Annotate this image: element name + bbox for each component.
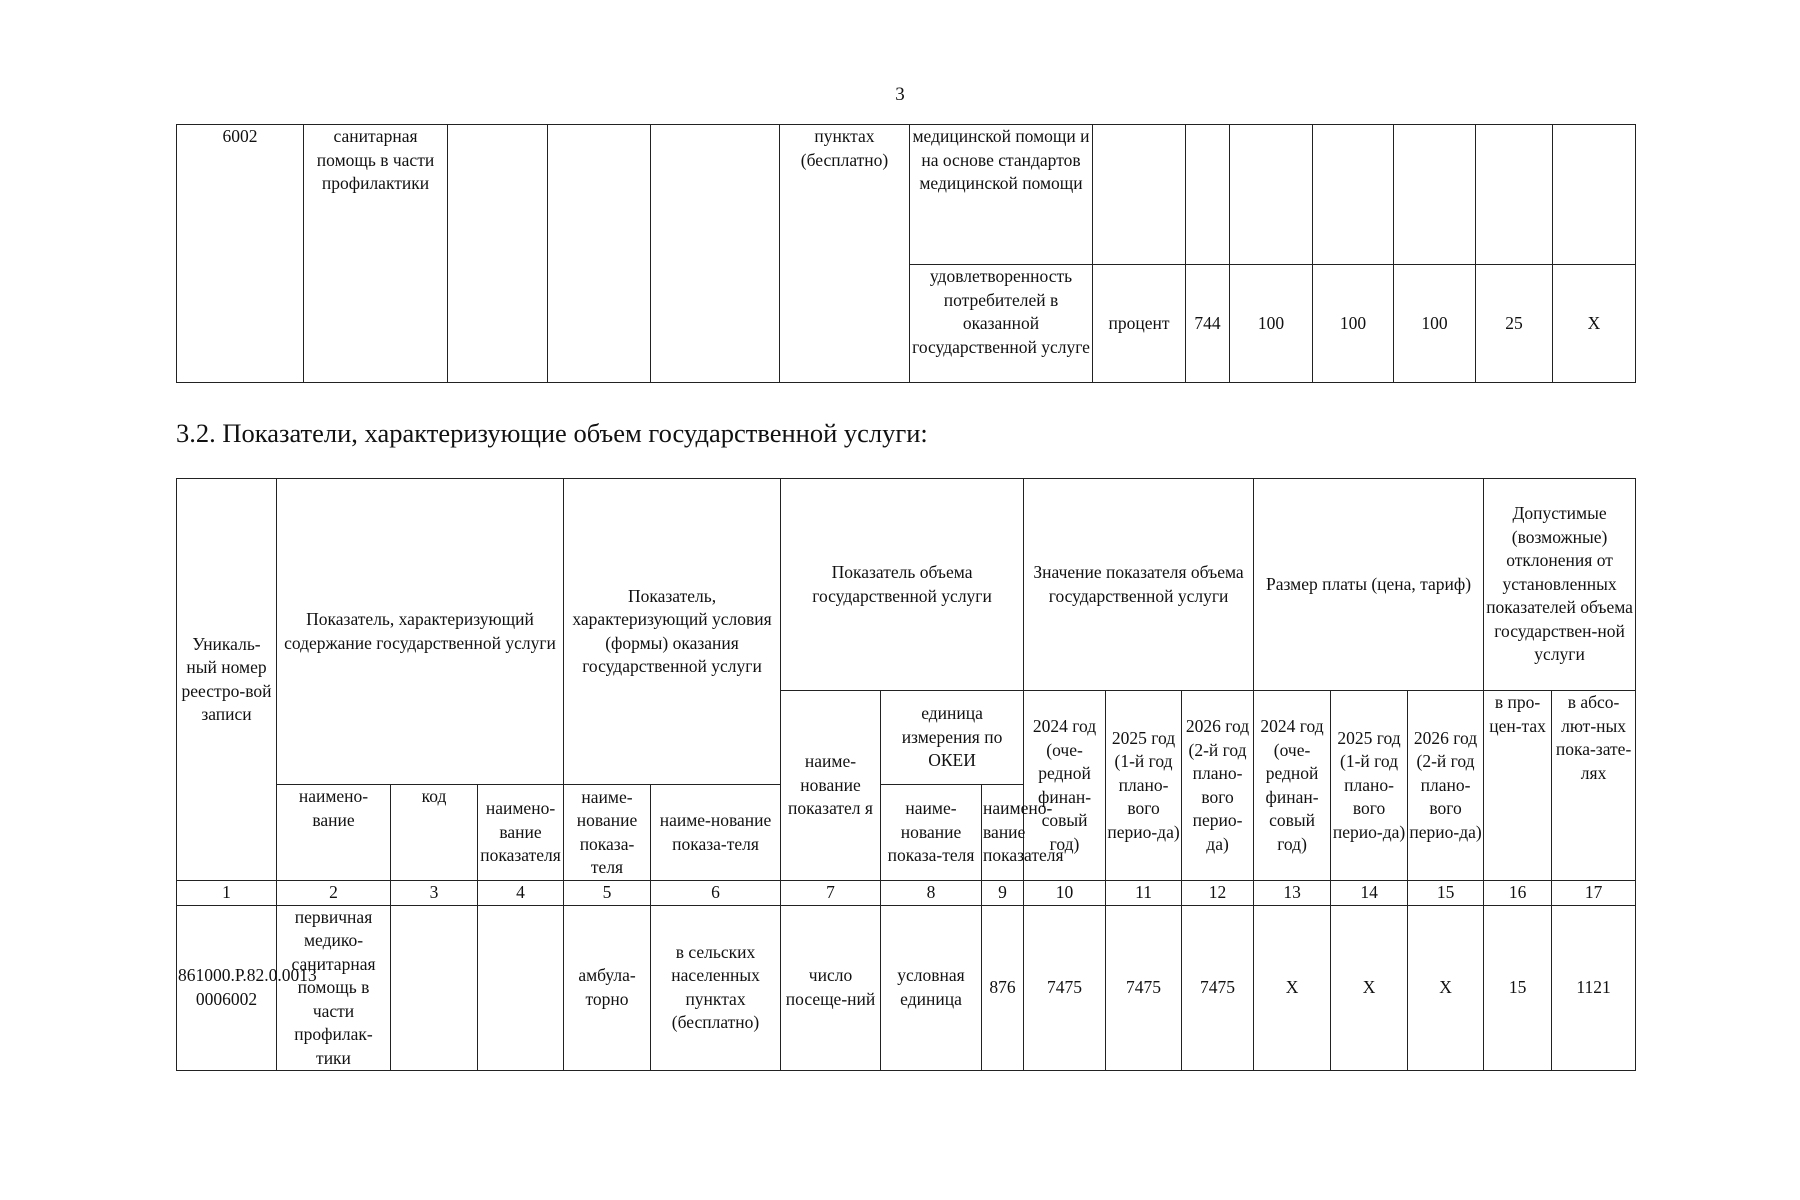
column-number: 4 <box>478 881 564 906</box>
unit-name-cell: процент <box>1093 265 1186 383</box>
header-content-group: Показатель, характеризующий содержание государственной услуги <box>277 479 564 785</box>
value-2025-cell: 100 <box>1313 265 1394 383</box>
column-number: 13 <box>1254 881 1331 906</box>
header-fee-2026: 2026 год (2-й год плано-вого перио-да) <box>1408 691 1484 881</box>
row-condition-2: в сельских населенных пунктах (бесплатно) <box>651 905 781 1071</box>
condition-indicator-cell: пунктах (бесплатно) <box>780 125 910 383</box>
header-content-name-3: наиме-нование показа-теля <box>651 785 781 881</box>
column-number: 6 <box>651 881 781 906</box>
row-value-2026: 7475 <box>1182 905 1254 1071</box>
column-number: 14 <box>1331 881 1408 906</box>
column-number: 12 <box>1182 881 1254 906</box>
row-unit-code: 876 <box>982 905 1024 1071</box>
empty-cell <box>1093 125 1186 265</box>
quality-indicator-cell: медицинской помощи и на основе стандартов медицинской помощи <box>910 125 1093 265</box>
column-number: 8 <box>881 881 982 906</box>
column-number: 11 <box>1106 881 1182 906</box>
quality-table-continuation <box>176 124 1636 383</box>
section-heading: 3.2. Показатели, характеризующие объем государственной услуги: <box>176 418 928 448</box>
empty-cell <box>548 125 651 383</box>
row-content-3 <box>478 905 564 1071</box>
header-value-2024: 2024 год (оче-редной финан-совый год) <box>1024 691 1106 881</box>
header-content-name-2: наиме-нование показа-теля <box>564 785 651 881</box>
header-fee-group: Размер платы (цена, тариф) <box>1254 479 1484 691</box>
empty-cell <box>448 125 548 383</box>
header-deviation-percent: в про-цен-тах <box>1484 691 1552 881</box>
row-fee-2025: X <box>1331 905 1408 1071</box>
column-number: 5 <box>564 881 651 906</box>
column-number: 3 <box>391 881 478 906</box>
deviation-percent-cell: 25 <box>1476 265 1553 383</box>
column-number-row <box>177 881 1636 906</box>
empty-cell <box>651 125 780 383</box>
volume-indicators-table <box>176 478 1636 1071</box>
header-value-group: Значение показателя объема государственной услуги <box>1024 479 1254 691</box>
row-unit-name: условная единица <box>881 905 982 1071</box>
header-value-2025: 2025 год (1-й год плано-вого перио-да) <box>1106 691 1182 881</box>
column-number: 7 <box>781 881 881 906</box>
row-fee-2024: X <box>1254 905 1331 1071</box>
header-registry-number: Уникаль-ный номер реестро-вой записи <box>177 479 277 881</box>
header-conditions-group: Показатель, характеризующий условия (формы) оказания государственной услуги <box>564 479 781 785</box>
header-content-name-1: наимено-вание показателя <box>478 785 564 881</box>
row-value-2025: 7475 <box>1106 905 1182 1071</box>
content-indicator-cell: санитарная помощь в части профилактики <box>304 125 448 383</box>
header-condition-name-1: наиме-нование показа-теля <box>881 785 982 881</box>
header-unit-code: код <box>391 785 478 881</box>
row-deviation-percent: 15 <box>1484 905 1552 1071</box>
header-volume-group: Показатель объема государственной услуги <box>781 479 1024 691</box>
empty-cell <box>1313 125 1394 265</box>
row-value-2024: 7475 <box>1024 905 1106 1071</box>
row-content-indicator: первичная медико-санитарная помощь в части профилак-тики <box>277 905 391 1071</box>
unit-code-cell: 744 <box>1186 265 1230 383</box>
header-volume-name: наиме-нование показател я <box>781 691 881 881</box>
table-row <box>177 905 1636 1071</box>
header-unit-group: единица измерения по ОКЕИ <box>881 691 1024 785</box>
header-condition-name-2: наимено-вание показателя <box>982 785 1024 881</box>
column-number: 16 <box>1484 881 1552 906</box>
empty-cell <box>1186 125 1230 265</box>
header-value-2026: 2026 год (2-й год плано-вого перио-да) <box>1182 691 1254 881</box>
empty-cell <box>1394 125 1476 265</box>
row-volume-indicator: число посеще-ний <box>781 905 881 1071</box>
row-content-2 <box>391 905 478 1071</box>
quality-indicator-cell: удовлетворенность потребителей в оказанной государственной услуге <box>910 265 1093 383</box>
empty-cell <box>1553 125 1636 265</box>
deviation-absolute-cell: X <box>1553 265 1636 383</box>
column-number: 9 <box>982 881 1024 906</box>
page-number: 3 <box>895 84 905 105</box>
registry-number-cell: 6002 <box>177 125 304 383</box>
row-registry-number: 861000.Р.82.0.0013 0006002 <box>177 905 277 1071</box>
header-deviation-absolute: в абсо-лют-ных пока-зате-лях <box>1552 691 1636 881</box>
header-deviation-group: Допустимые (возможные) отклонения от установленных показателей объема государствен-ной услуги <box>1484 479 1636 691</box>
value-2026-cell: 100 <box>1394 265 1476 383</box>
row-deviation-absolute: 1121 <box>1552 905 1636 1071</box>
empty-cell <box>1230 125 1313 265</box>
column-number: 2 <box>277 881 391 906</box>
row-fee-2026: X <box>1408 905 1484 1071</box>
value-2024-cell: 100 <box>1230 265 1313 383</box>
header-fee-2024: 2024 год (оче-редной финан-совый год) <box>1254 691 1331 881</box>
empty-cell <box>1476 125 1553 265</box>
column-number: 10 <box>1024 881 1106 906</box>
column-number: 17 <box>1552 881 1636 906</box>
header-fee-2025: 2025 год (1-й год плано-вого перио-да) <box>1331 691 1408 881</box>
row-condition-1: амбула-торно <box>564 905 651 1071</box>
header-unit-name: наимено-вание <box>277 785 391 881</box>
column-number: 15 <box>1408 881 1484 906</box>
column-number: 1 <box>177 881 277 906</box>
